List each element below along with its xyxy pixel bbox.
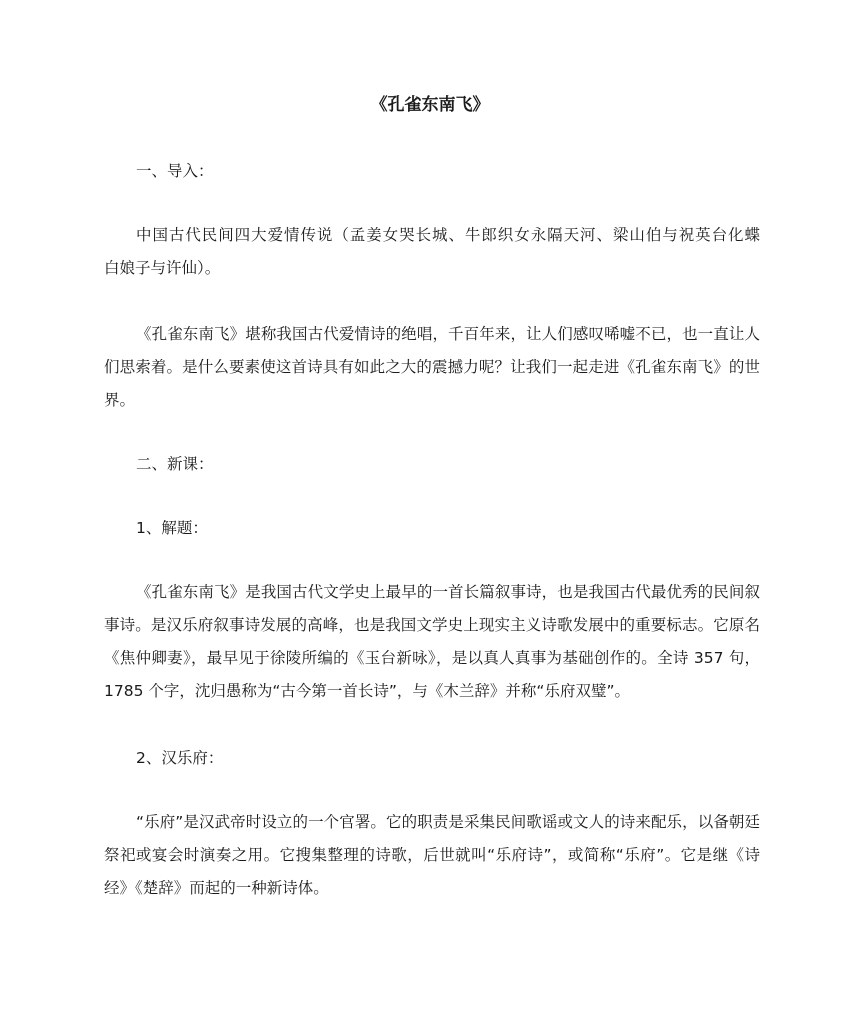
intro-paragraph-legends: 中国古代民间四大爱情传说（孟姜女哭长城、牛郎织女永隔天河、梁山伯与祝英台化蝶 白娘子与许仙）。 xyxy=(104,226,781,277)
title-explanation-paragraph: 《孔雀东南飞》是我国古代文学史上最早的一首长篇叙事诗，也是我国古代最优秀的民间叙事诗。是汉乐府叙事诗发展的高峰，也是我国文学史上现实主义诗歌发展中的重要标志。它原名《焦仲卿妻》，最早见于徐陵所编的《玉台新咏》，是以真人真事为基础创作的。全诗 357 句，1785 个字，沈归愚称为“古今第一首长诗”，与《木兰辞》并称“乐府双璧”。 xyxy=(104,583,760,700)
section-heading-new-lesson: 二、新课： xyxy=(136,455,214,473)
section-heading-intro: 一、导入： xyxy=(136,162,214,180)
han-yuefu-paragraph: “乐府”是汉武帝时设立的一个官署。它的职责是采集民间歌谣或文人的诗来配乐，以备朝廷祭祀或宴会时演奏之用。它搜集整理的诗歌，后世就叫“乐府诗”，或简称“乐府”。它是继《诗经》《楚辞》而起的一种新诗体。 xyxy=(104,813,760,897)
document-title: 《孔雀东南飞》 xyxy=(370,95,490,115)
intro-paragraph-poem: 《孔雀东南飞》堪称我国古代爱情诗的绝唱，千百年来，让人们感叹唏嘘不已，也一直让人们思索着。是什么要素使这首诗具有如此之大的震撼力呢？让我们一起走进《孔雀东南飞》的世界。 xyxy=(104,325,760,409)
subsection-heading-title-explanation: 1、解题： xyxy=(136,519,208,537)
subsection-heading-han-yuefu: 2、汉乐府： xyxy=(136,749,224,767)
